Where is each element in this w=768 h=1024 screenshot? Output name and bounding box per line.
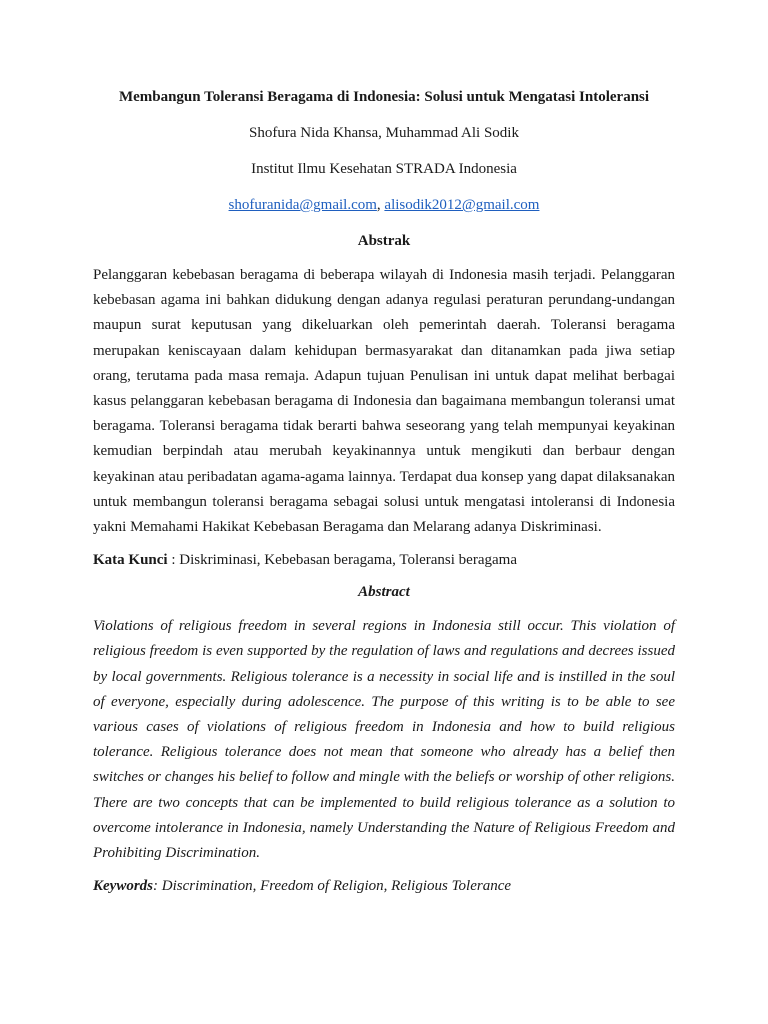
abstrak-body: Pelanggaran kebebasan beragama di beberapa wilayah di Indonesia masih terjadi. Pelanggaran kebebasan agama ini bahkan didukung dengan adanya regulasi peraturan perundang-undangan maupun surat keputusan yang dikeluarkan oleh pemerintah daerah. Toleransi beragama merupakan keniscayaan dalam kehidupan bermasyarakat dan ditanamkan pada jiwa setiap orang, terutama pada masa remaja. Adapun tujuan Penulisan ini untuk dapat melihat berbagai kasus pelanggaran kebebasan beragama di Indonesia dan bagaimana membangun toleransi umat beragama. Toleransi beragama tidak berarti bahwa seseorang yang telah mempunyai keyakinan kemudian berpindah atau merubah keyakinannya untuk mengikuti dan berbaur dengan keyakinan atau peribadatan agama-agama lainnya. Terdapat dua konsep yang dapat dilaksanakan untuk membangun toleransi beragama sebagai solusi untuk mengatasi intoleransi di Indonesia yakni Memahami Hakikat Kebebasan Beragama dan Melarang adanya Diskriminasi.	[93, 267, 675, 536]
abstract-body: Violations of religious freedom in several regions in Indonesia still occur. This violation of religious freedom is even supported by the regulation of laws and regulations and decrees issued by local governments. Religious tolerance is a necessity in social life and is instilled in the soul of everyone, especially during adolescence. The purpose of this writing is to be able to see various cases of violations of religious freedom in Indonesia and how to build religious tolerance. Religious tolerance does not mean that someone who already has a belief then switches or changes his belief to follow and mingle with the beliefs or worship of other religions. There are two concepts that can be implemented to build religious tolerance as a solution to overcome intolerance in Indonesia, namely Understanding the Nature of Religious Freedom and Prohibiting Discrimination.	[93, 618, 675, 862]
kata-kunci-label: Kata Kunci	[93, 552, 168, 569]
keywords	[93, 876, 675, 896]
author-emails	[93, 195, 675, 215]
email-link-second[interactable]: alisodik2012@gmail.com	[384, 197, 540, 213]
email-separator: ,	[376, 197, 381, 213]
kata-kunci-text: : Diskriminasi, Kebebasan beragama, Toleransi beragama	[167, 552, 517, 569]
email-link-first[interactable]: shofuranida@gmail.com	[228, 197, 377, 213]
institution: Institut Ilmu Kesehatan STRADA Indonesia	[251, 161, 517, 177]
abstrak-heading: Abstrak	[357, 233, 411, 249]
kata-kunci	[93, 550, 675, 570]
keywords-label: Keywords	[93, 878, 153, 895]
keywords-text: : Discrimination, Freedom of Religion, Religious Tolerance	[153, 878, 512, 895]
paper-title: Membangun Toleransi Beragama di Indonesia: Solusi untuk Mengatasi Intoleransi	[118, 89, 650, 105]
abstract-heading: Abstract	[358, 584, 410, 601]
authors: Shofura Nida Khansa, Muhammad Ali Sodik	[249, 125, 519, 141]
